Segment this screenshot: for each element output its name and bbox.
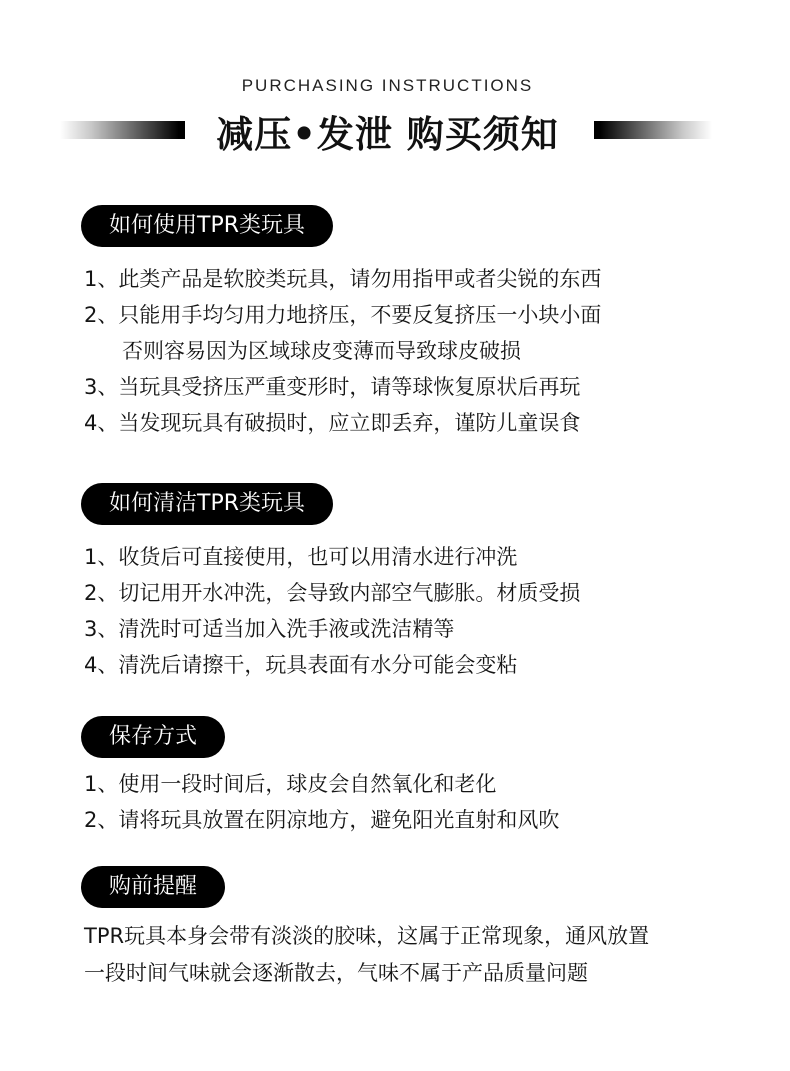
list-item: 2、只能用手均匀用力地挤压，不要反复挤压一小块小面: [84, 303, 602, 327]
list-item: 1、使用一段时间后，球皮会自然氧化和老化: [84, 772, 497, 796]
page-title: 减压•发泄 购买须知: [216, 113, 559, 156]
paragraph-line: 一段时间气味就会逐渐散去，气味不属于产品质量问题: [84, 961, 588, 985]
list-item: 3、清洗时可适当加入洗手液或洗洁精等: [84, 617, 455, 641]
list-item: 2、请将玩具放置在阴凉地方，避免阳光直射和风吹: [84, 808, 560, 832]
list-item: 3、当玩具受挤压严重变形时，请等球恢复原状后再玩: [84, 375, 581, 399]
header-subtitle: PURCHASING INSTRUCTIONS: [241, 76, 534, 95]
section-heading-reminder: 购前提醒: [81, 866, 225, 908]
usage-list: [84, 261, 601, 441]
section-heading-storage: 保存方式: [81, 716, 225, 758]
list-item: 4、清洗后请擦干，玩具表面有水分可能会变粘: [84, 653, 518, 677]
reminder-paragraph: [84, 918, 649, 992]
list-item: 1、收货后可直接使用，也可以用清水进行冲洗: [84, 545, 518, 569]
cleaning-list: [84, 539, 580, 683]
list-item-continuation: [84, 333, 601, 369]
section-heading-cleaning: 如何清洁TPR类玩具: [81, 483, 333, 525]
paragraph-line: TPR玩具本身会带有淡淡的胶味，这属于正常现象，通风放置: [84, 924, 650, 948]
list-item: 4、当发现玩具有破损时，应立即丢弃，谨防儿童误食: [84, 411, 581, 435]
list-item: 1、此类产品是软胶类玩具，请勿用指甲或者尖锐的东西: [84, 267, 602, 291]
list-item-continuation-text: 否则容易因为区域球皮变薄而导致球皮破损: [122, 339, 521, 363]
title-right-gradient-bar: [594, 121, 712, 139]
storage-list: [84, 766, 559, 838]
list-item: 2、切记用开水冲洗，会导致内部空气膨胀。材质受损: [84, 581, 581, 605]
section-heading-usage: 如何使用TPR类玩具: [81, 205, 333, 247]
